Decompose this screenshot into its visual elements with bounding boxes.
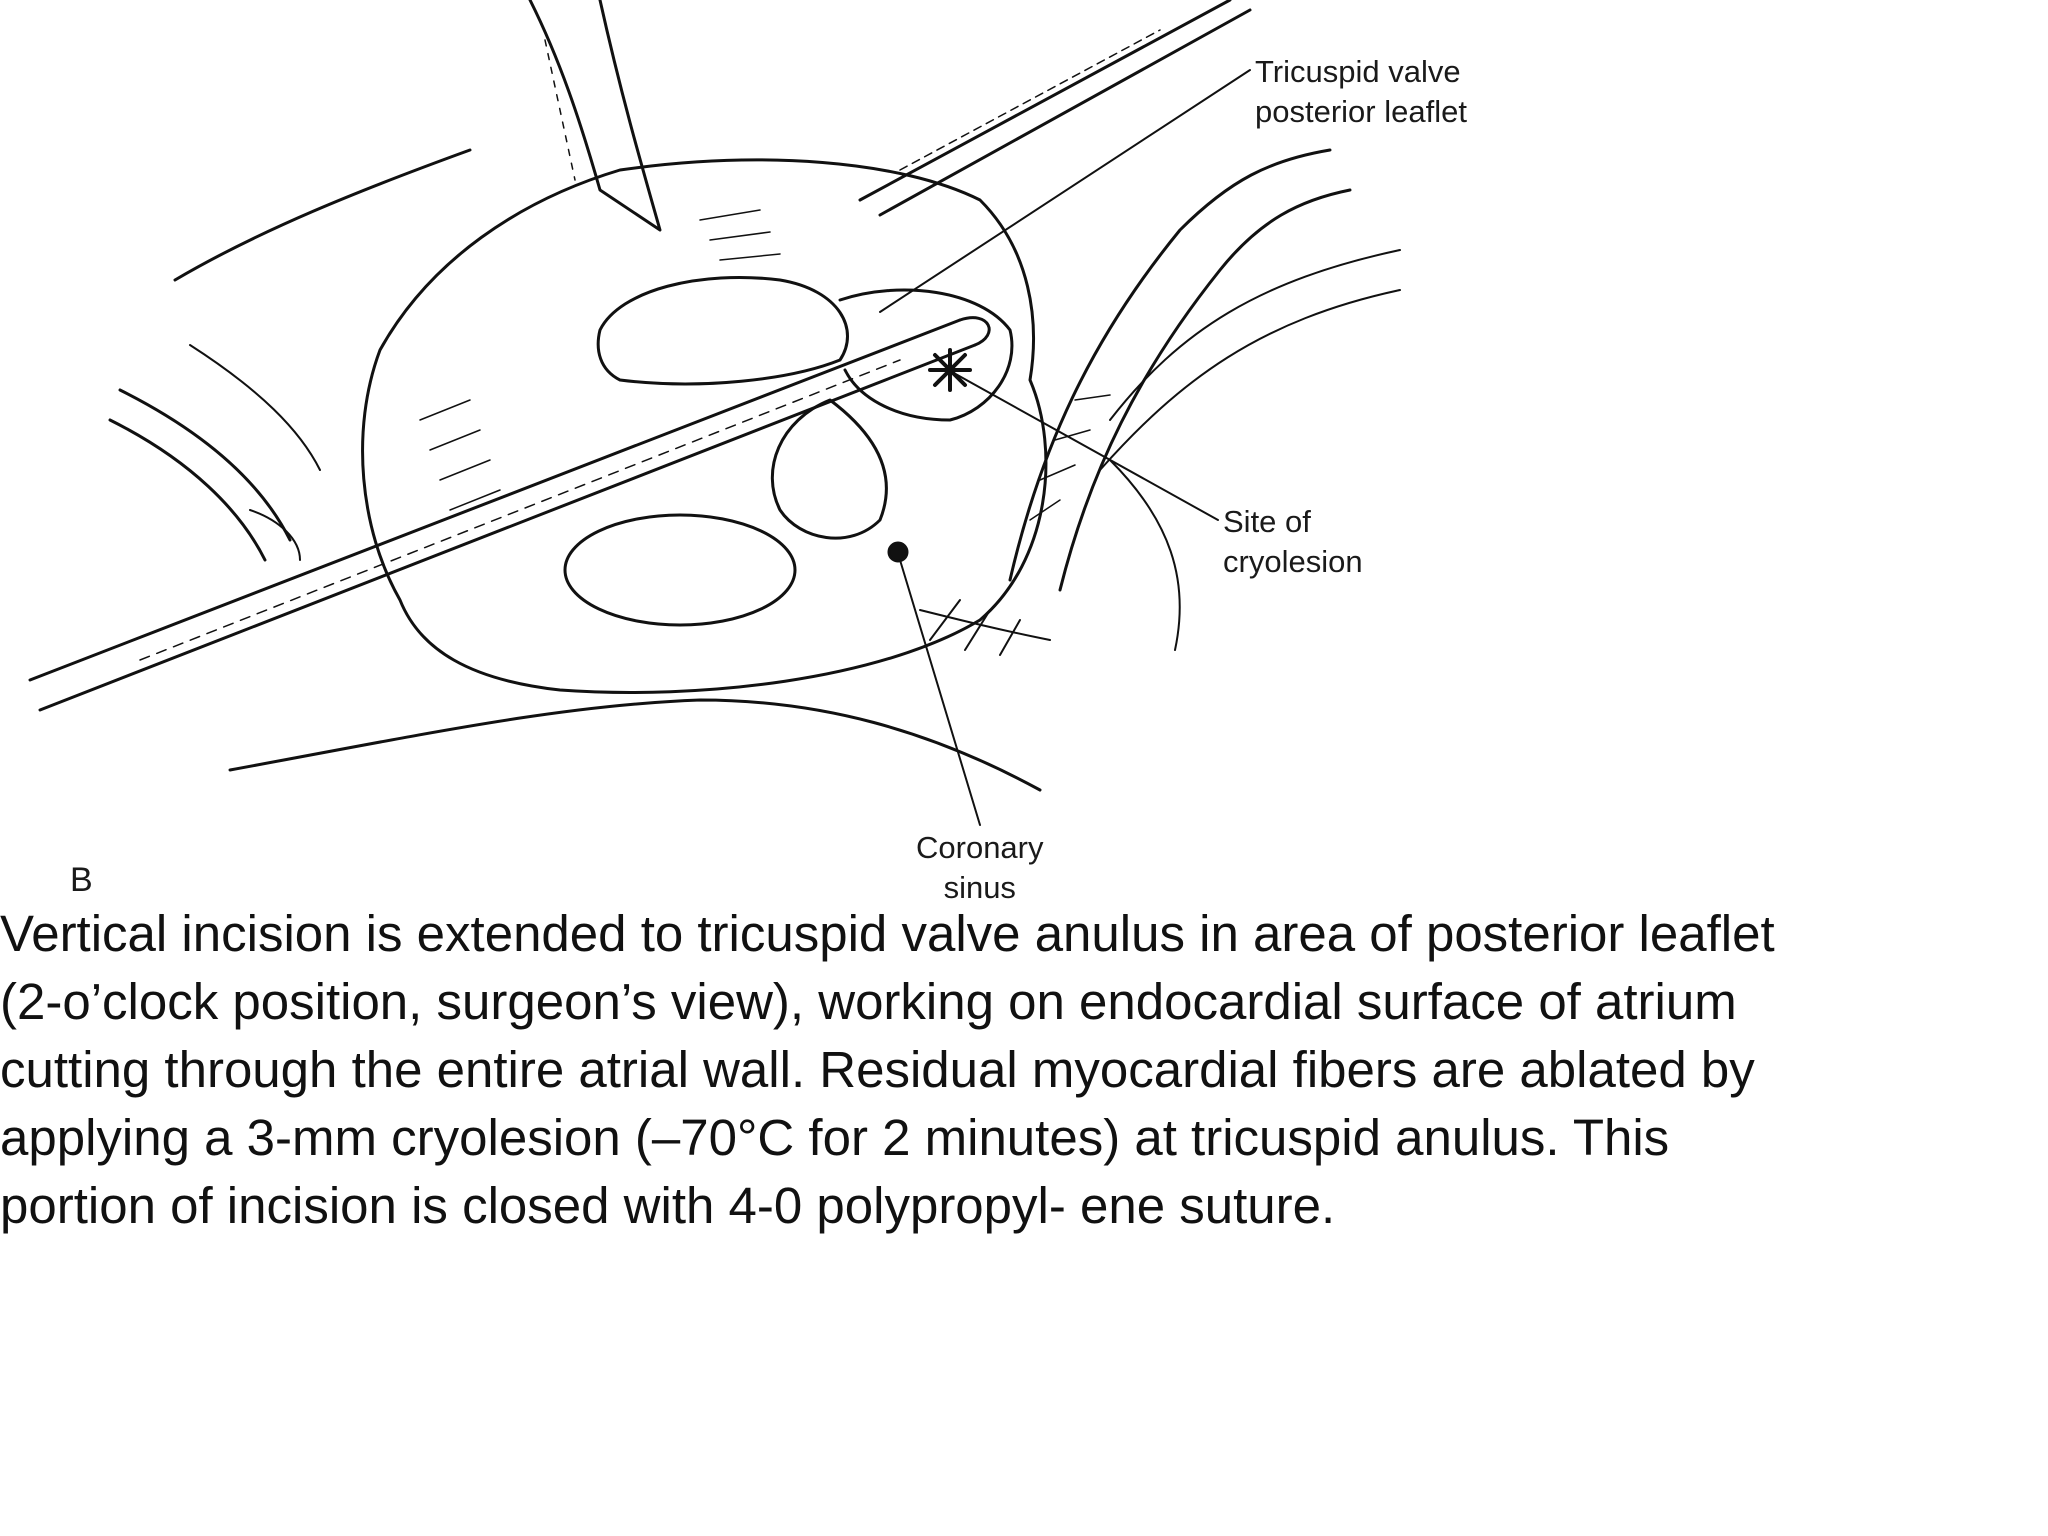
label-coronary-sinus [916,828,1044,908]
label-cryo-line2: cryolesion [1223,544,1363,579]
caption-line: cutting through the entire atrial wall. Residual myocardial fibers are ablated by [0,1041,1755,1098]
chest-contour-left-2 [190,345,320,470]
valve-leaflet-septal [772,400,886,538]
label-coronary-line2: sinus [943,870,1016,905]
label-tricuspid-line1: Tricuspid valve [1255,54,1461,89]
suture-line [920,600,1050,655]
atrium-outline [363,160,1046,692]
label-tricuspid-valve [1255,52,1467,132]
label-tricuspid-line2: posterior leaflet [1255,94,1467,129]
cryoprobe-shaft [30,320,960,680]
cryolesion-mark [930,350,970,390]
pericardial-edge-bottom [230,700,1040,790]
figure-caption [0,900,2040,1240]
label-coronary-line1: Coronary [916,830,1044,865]
chest-contour-left [175,150,470,280]
instrument-top [860,0,1230,200]
valve-leaflet-anterior [598,277,847,383]
leader-tricuspid [880,70,1250,312]
fossa-ovalis [565,515,795,625]
cannula-left [120,390,290,540]
leader-coronary-sinus [900,560,980,825]
pericardial-edge-right [1110,460,1180,650]
caption-line: portion of incision is closed with 4-0 polypropyl- ene suture. [0,1177,1336,1234]
caption-line: (2-o’clock position, surgeon’s view), working on endocardial surface of atrium [0,973,1737,1030]
caption-line: Vertical incision is extended to tricuspid valve anulus in area of posterior leaflet [0,905,1775,962]
label-cryo-line1: Site of [1223,504,1311,539]
caption-line: applying a 3-mm cryolesion (–70°C for 2 minutes) at tricuspid anulus. This [0,1109,1670,1166]
label-site-of-cryolesion [1223,502,1363,582]
cannula-right-2 [1110,250,1400,420]
panel-label: B [70,861,93,899]
coronary-sinus-dot [889,543,907,561]
